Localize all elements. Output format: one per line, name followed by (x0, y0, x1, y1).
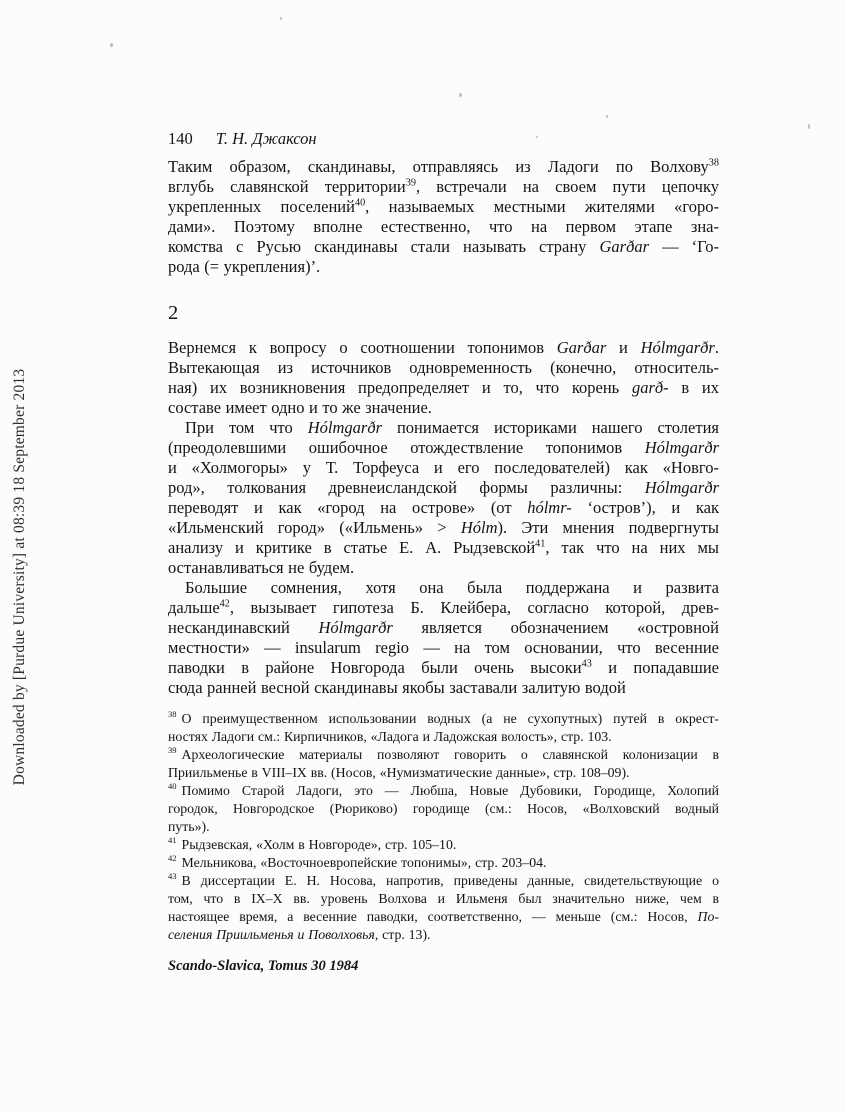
footnote-line: городок, Новгородское (Рюриково) городище (см.: Носов, «Волховский водный (168, 801, 719, 816)
body-paragraph (168, 578, 719, 698)
body-line: Вытекающая из источников одновременность (конечно, относитель- (168, 358, 719, 377)
footnote (168, 836, 719, 854)
body-line: Вернемся к вопросу о соотношении топонимов Garðar и Hólmgarðr. (168, 338, 719, 357)
body-line: ная) их возникновения предопределяет и то, что корень garð- в их (168, 378, 719, 397)
body-line: рода (= укрепления)’. (168, 257, 321, 276)
body-line: местности» — insularum regio — на том основании, что весенние (168, 638, 719, 657)
footnote-line: селения Приильменья и Поволховья, стр. 13). (168, 927, 431, 942)
body-line: комства с Русью скандинавы стали называть страну Garðar — ‘Го- (168, 237, 719, 256)
footnote-line: Приильменье в VIII–IX вв. (Носов, «Нумизматические данные», стр. 108–09). (168, 765, 630, 780)
footnote-ref: 38 (708, 157, 719, 169)
body-line: (преодолевшими ошибочное отождествление топонимов Hólmgarðr (168, 438, 719, 457)
footnote-ref: 42 (219, 598, 230, 610)
journal-footer: Scando-Slavica, Tomus 30 1984 (168, 958, 359, 974)
body-line: При том что Hólmgarðr понимается историками нашего столетия (185, 418, 719, 437)
footnote (168, 746, 719, 782)
body-line: останавливаться не будем. (168, 558, 355, 577)
download-watermark: Downloaded by [Purdue University] at 08:39 18 September 2013 (11, 368, 28, 786)
footnote-marker: 38 (168, 709, 177, 720)
footnote-line: $^{41}$ Рыдзевская, «Холм в Новгороде», стр. 105–10. (168, 835, 457, 852)
body-paragraph (168, 418, 719, 578)
footnote-ref: 41 (535, 538, 546, 550)
body-line: дами». Поэтому вполне естественно, что на первом этапе зна- (168, 217, 719, 236)
body-line: укрепленных поселений$^{40}$, называемых местными жителями «горо- (168, 197, 719, 216)
body-line: сюда ранней весной скандинавы якобы заставали залитую водой (168, 678, 626, 697)
scan-speck (536, 136, 538, 138)
footnote (168, 854, 719, 872)
body-line: род», толкования древнеисландской формы различны: Hólmgarðr (168, 478, 719, 497)
body-line: и «Холмогоры» у Т. Торфеуса и его последователей) как «Новго- (168, 458, 719, 477)
body-line: нескандинавский Hólmgarðr является обозначением «островной (168, 618, 719, 637)
body-line: анализу и критике в статье Е. А. Рыдзевской$^{41}$, так что на них мы (168, 538, 719, 557)
footnote-line: путь»). (168, 819, 210, 834)
section-heading: 2 (168, 302, 179, 324)
scan-speck (459, 93, 462, 97)
page-number: 140 (168, 129, 193, 148)
footnote-line: $^{42}$ Мельникова, «Восточноевропейские топонимы», стр. 203–04. (168, 853, 547, 870)
footnote-marker: 43 (168, 871, 177, 882)
footnote (168, 782, 719, 836)
footnote-marker: 42 (168, 853, 177, 864)
footnote-ref: 40 (354, 197, 366, 209)
footnote-marker: 40 (168, 781, 177, 792)
footnote-line: $^{38}$ О преимущественном использовании водных (а не сухопутных) путей в окрест- (168, 709, 719, 726)
body-line: составе имеет одно и то же значение. (168, 398, 432, 417)
text-column (168, 128, 719, 975)
author-name: Т. Н. Джаксон (215, 129, 317, 148)
body-line: вглубь славянской территории$^{39}$, встречали на своем пути цепочку (168, 177, 719, 196)
footnote-line: настоящее время, а весенние паводки, соответственно, — меньше (см.: Носов, По- (168, 909, 719, 924)
footnote-line: $^{43}$ В диссертации Е. Н. Носова, напротив, приведены данные, свидетельствующие о (168, 871, 719, 888)
body-line: переводят и как «город на острове» (от hólmr- ‘остров’), и как (168, 498, 719, 517)
body-line: дальше$^{42}$, вызывает гипотеза Б. Клейбера, согласно которой, древ- (168, 598, 719, 617)
footnote (168, 872, 719, 944)
footnotes (168, 710, 719, 944)
footnote-line: том, что в IX–X вв. уровень Волхова и Ильменя был значительно ниже, чем в (168, 891, 719, 906)
scan-speck (110, 43, 113, 47)
body-text (168, 157, 719, 698)
body-line: «Ильменский город» («Ильмень» > Hólm). Эти мнения подвергнуты (168, 518, 719, 537)
body-line: Таким образом, скандинавы, отправляясь из Ладоги по Волхову$^{38}$ (168, 157, 719, 176)
body-paragraph (168, 157, 719, 277)
scan-speck (280, 17, 282, 20)
body-paragraph (168, 338, 719, 418)
footnote-marker: 41 (168, 835, 177, 846)
body-line: Большие сомнения, хотя она была поддержана и развита (185, 578, 719, 597)
body-line: паводки в районе Новгорода были очень высоки$^{43}$ и попадавшие (168, 658, 719, 677)
footnote-line: ностях Ладоги см.: Кирпичников, «Ладога и Ладожская волость», стр. 103. (168, 729, 612, 744)
scan-speck (808, 124, 810, 129)
footnote-marker: 39 (168, 745, 177, 756)
footnote-ref: 39 (405, 177, 416, 189)
footnote (168, 710, 719, 746)
scan-speck (606, 115, 608, 118)
footnote-line: $^{40}$ Помимо Старой Ладоги, это — Любша, Новые Дубовики, Городище, Холопий (168, 781, 719, 798)
footnote-ref: 43 (581, 658, 592, 670)
running-header (168, 128, 719, 150)
footnote-line: $^{39}$ Археологические материалы позволяют говорить о славянской колонизации в (168, 745, 719, 762)
